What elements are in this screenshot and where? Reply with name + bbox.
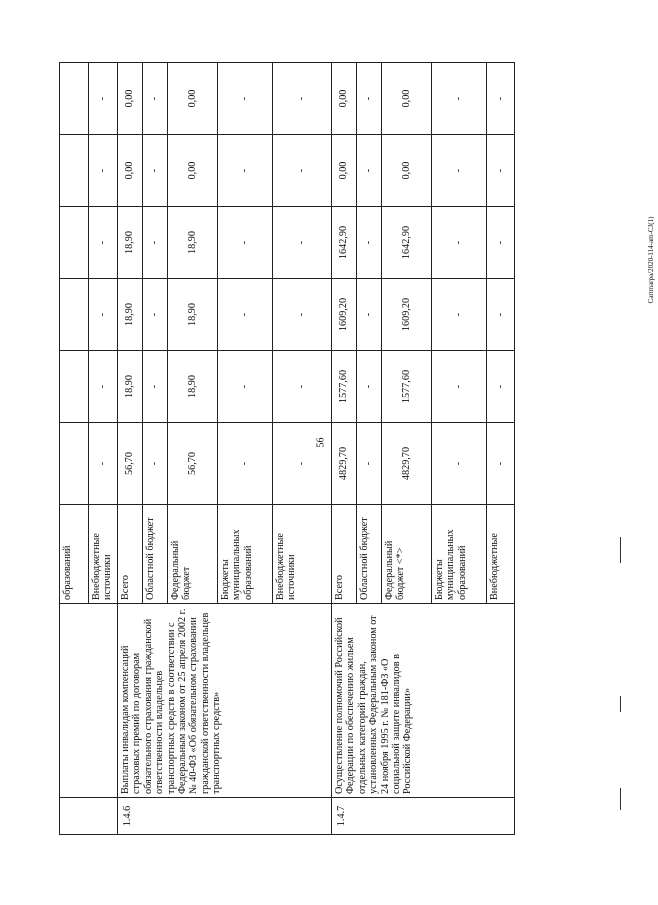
value-cell: 18,90 xyxy=(168,279,218,351)
value-cell xyxy=(60,423,89,505)
value-cell: - xyxy=(143,63,168,135)
value-cell: - xyxy=(218,63,273,135)
value-cell: 0,00 xyxy=(168,135,218,207)
value-cell: - xyxy=(357,423,382,505)
value-cell: - xyxy=(432,135,487,207)
funding-source: Областной бюджет xyxy=(357,505,382,604)
funding-source: Внебюджетные источники xyxy=(273,505,332,604)
value-cell: - xyxy=(218,207,273,279)
value-cell: - xyxy=(273,351,332,423)
value-cell: - xyxy=(357,207,382,279)
value-cell: 0,00 xyxy=(332,63,357,135)
row-name: Осуществление полномочий Российской Федерации по обеспечению жильем отдельных категорий граждан, установленных Федеральным законом от 24 ноября 1995 г. № 181-ФЗ «О социальной защите инвалидов в Российской Федерации» xyxy=(332,604,515,798)
value-cell: - xyxy=(487,279,515,351)
value-cell: - xyxy=(89,423,118,505)
row-code: 1.4.7 xyxy=(332,798,515,835)
value-cell: 1577,60 xyxy=(332,351,357,423)
value-cell: - xyxy=(273,279,332,351)
value-cell: 1609,20 xyxy=(332,279,357,351)
value-cell: - xyxy=(143,279,168,351)
value-cell: - xyxy=(432,207,487,279)
value-cell: - xyxy=(273,135,332,207)
row-name: Выплаты инвалидам компенсаций страховых премий по договорам обязательного страхования гражданской ответственности владельцев транспортных средств в соответствии с Федеральным законом от 25 апреля 2002 г. № 40-ФЗ «Об обязательном страховании гражданской ответственности владельцев транспортных средств» xyxy=(118,604,332,798)
value-cell: - xyxy=(432,63,487,135)
value-cell: - xyxy=(357,63,382,135)
value-cell: - xyxy=(218,135,273,207)
table-row xyxy=(60,63,89,835)
value-cell: 56,70 xyxy=(168,423,218,505)
value-cell: - xyxy=(487,423,515,505)
value-cell: 18,90 xyxy=(168,351,218,423)
value-cell: 0,00 xyxy=(382,135,432,207)
value-cell: - xyxy=(89,351,118,423)
value-cell: 4829,70 xyxy=(382,423,432,505)
value-cell: 0,00 xyxy=(118,63,143,135)
value-cell: 18,90 xyxy=(118,351,143,423)
value-cell: - xyxy=(218,423,273,505)
value-cell: - xyxy=(487,207,515,279)
value-cell: - xyxy=(143,351,168,423)
table-row xyxy=(118,63,143,835)
funding-source: Всего xyxy=(332,505,357,604)
value-cell: 1577,60 xyxy=(382,351,432,423)
value-cell: - xyxy=(432,351,487,423)
value-cell: 1609,20 xyxy=(382,279,432,351)
value-cell: - xyxy=(357,135,382,207)
value-cell: 1642,90 xyxy=(382,207,432,279)
value-cell: 1642,90 xyxy=(332,207,357,279)
value-cell: 18,90 xyxy=(118,207,143,279)
value-cell: - xyxy=(89,207,118,279)
value-cell: - xyxy=(273,207,332,279)
row-name xyxy=(60,604,118,798)
value-cell: - xyxy=(89,63,118,135)
value-cell xyxy=(60,135,89,207)
page-number: 56 xyxy=(315,437,327,448)
value-cell: - xyxy=(273,63,332,135)
value-cell: - xyxy=(218,351,273,423)
value-cell: 0,00 xyxy=(382,63,432,135)
value-cell xyxy=(60,207,89,279)
value-cell: - xyxy=(487,63,515,135)
value-cell xyxy=(60,279,89,351)
budget-table-container xyxy=(59,63,514,835)
row-code xyxy=(60,798,118,835)
value-cell: - xyxy=(273,423,332,505)
value-cell: - xyxy=(357,279,382,351)
value-cell: - xyxy=(357,351,382,423)
value-cell: - xyxy=(432,423,487,505)
funding-source: Федеральный бюджет xyxy=(168,505,218,604)
value-cell: 0,00 xyxy=(118,135,143,207)
budget-table xyxy=(59,62,515,835)
value-cell: - xyxy=(89,279,118,351)
value-cell: 4829,70 xyxy=(332,423,357,505)
funding-source: Областной бюджет xyxy=(143,505,168,604)
value-cell: 18,90 xyxy=(118,279,143,351)
funding-source: Внебюджетные источники xyxy=(89,505,118,604)
value-cell: - xyxy=(89,135,118,207)
value-cell xyxy=(60,351,89,423)
value-cell: - xyxy=(143,423,168,505)
funding-source: Бюджеты муниципальных образований xyxy=(432,505,487,604)
value-cell: 56,70 xyxy=(118,423,143,505)
margin-mark xyxy=(620,537,621,563)
value-cell: - xyxy=(487,351,515,423)
value-cell: 18,90 xyxy=(168,207,218,279)
value-cell: - xyxy=(487,135,515,207)
row-code: 1.4.6 xyxy=(118,798,332,835)
value-cell: - xyxy=(143,207,168,279)
value-cell xyxy=(60,63,89,135)
value-cell: - xyxy=(143,135,168,207)
value-cell: - xyxy=(218,279,273,351)
table-row xyxy=(332,63,357,835)
funding-source: Внебюджетные xyxy=(487,505,515,604)
value-cell: - xyxy=(432,279,487,351)
value-cell: 0,00 xyxy=(168,63,218,135)
margin-mark xyxy=(620,788,621,810)
funding-source: Бюджеты муниципальных образований xyxy=(218,505,273,604)
funding-source: Федеральный бюджет <*> xyxy=(382,505,432,604)
document-code: Cartmarpa/2020-114-am-CJ(1) xyxy=(647,216,655,304)
funding-source: Всего xyxy=(118,505,143,604)
value-cell: 0,00 xyxy=(332,135,357,207)
funding-source: образований xyxy=(60,505,89,604)
margin-mark xyxy=(620,696,621,712)
